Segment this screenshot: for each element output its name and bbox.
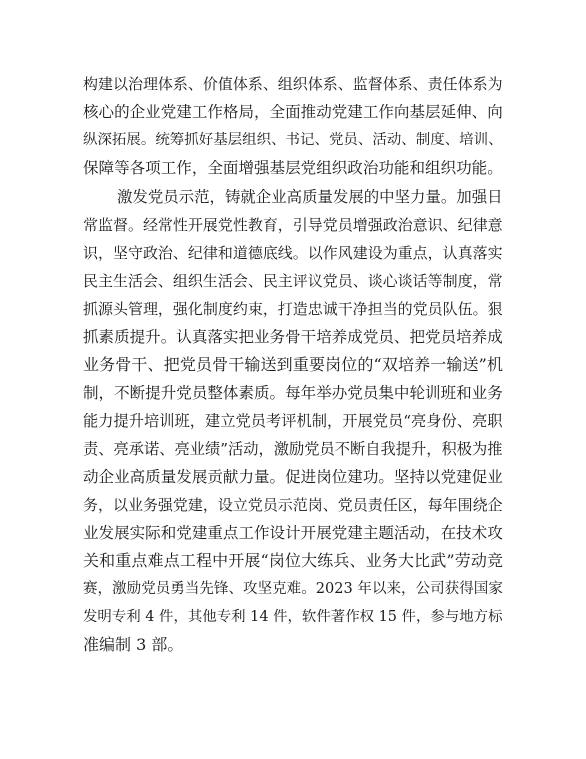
paragraph-line: 制，不断提升党员整体素质。每年举办党员集中轮训班和业务: [83, 384, 503, 402]
paragraph-line: 常监督。经常性开展党性教育，引导党员增强政治意识、纪律意: [83, 216, 503, 234]
paragraph-line: 抓素质提升。认真落实把业务骨干培养成党员、把党员培养成: [83, 328, 503, 346]
paragraph-2: [83, 183, 503, 659]
paragraph-line: 准编制 3 部。: [83, 635, 184, 654]
paragraph-line: 识，坚守政治、纪律和道德底线。以作风建设为重点，认真落实: [83, 244, 503, 262]
paragraph-line: 保障等各项工作，全面增强基层党组织政治功能和组织功能。: [83, 159, 503, 177]
paragraph-line: 业务骨干、把党员骨干输送到重要岗位的“双培养一输送”机: [83, 355, 504, 374]
paragraph-line: 抓源头管理，强化制度约束，打造忠诚干净担当的党员队伍。狠: [83, 300, 503, 318]
paragraph-1: [83, 70, 503, 182]
paragraph-line: 动企业高质量发展贡献力量。促进岗位建功。坚持以党建促业: [83, 468, 503, 486]
paragraph-line: 纵深拓展。统筹抓好基层组织、书记、党员、活动、制度、培训、: [83, 132, 503, 148]
paragraph-line: 核心的企业党建工作格局，全面推动党建工作向基层延伸、向: [83, 103, 503, 121]
paragraph-line: 责、亮承诺、亮业绩”活动，激励党员不断自我提升，积极为推: [83, 440, 503, 458]
paragraph-line: 业发展实际和党建重点工作设计开展党建主题活动，在技术攻: [83, 524, 503, 542]
paragraph-line: 构建以治理体系、价值体系、组织体系、监督体系、责任体系为: [83, 75, 503, 93]
paragraph-line: 能力提升培训班，建立党员考评机制，开展党员“亮身份、亮职: [83, 412, 503, 430]
paragraph-line: 关和重点难点工程中开展“岗位大练兵、业务大比武”劳动竞: [83, 551, 504, 570]
paragraph-line: 赛，激励党员勇当先锋、攻坚克难。2023 年以来，公司获得国家: [83, 580, 503, 597]
paragraph-line: 激发党员示范，铸就企业高质量发展的中坚力量。加强日: [117, 188, 503, 206]
paragraph-line: 发明专利 4 件，其他专利 14 件，软件著作权 15 件，参与地方标: [83, 609, 503, 625]
paragraph-line: 民主生活会、组织生活会、民主评议党员、谈心谈话等制度，常: [83, 272, 503, 290]
paragraph-line: 务，以业务强党建，设立党员示范岗、党员责任区，每年围绕企: [83, 496, 503, 514]
